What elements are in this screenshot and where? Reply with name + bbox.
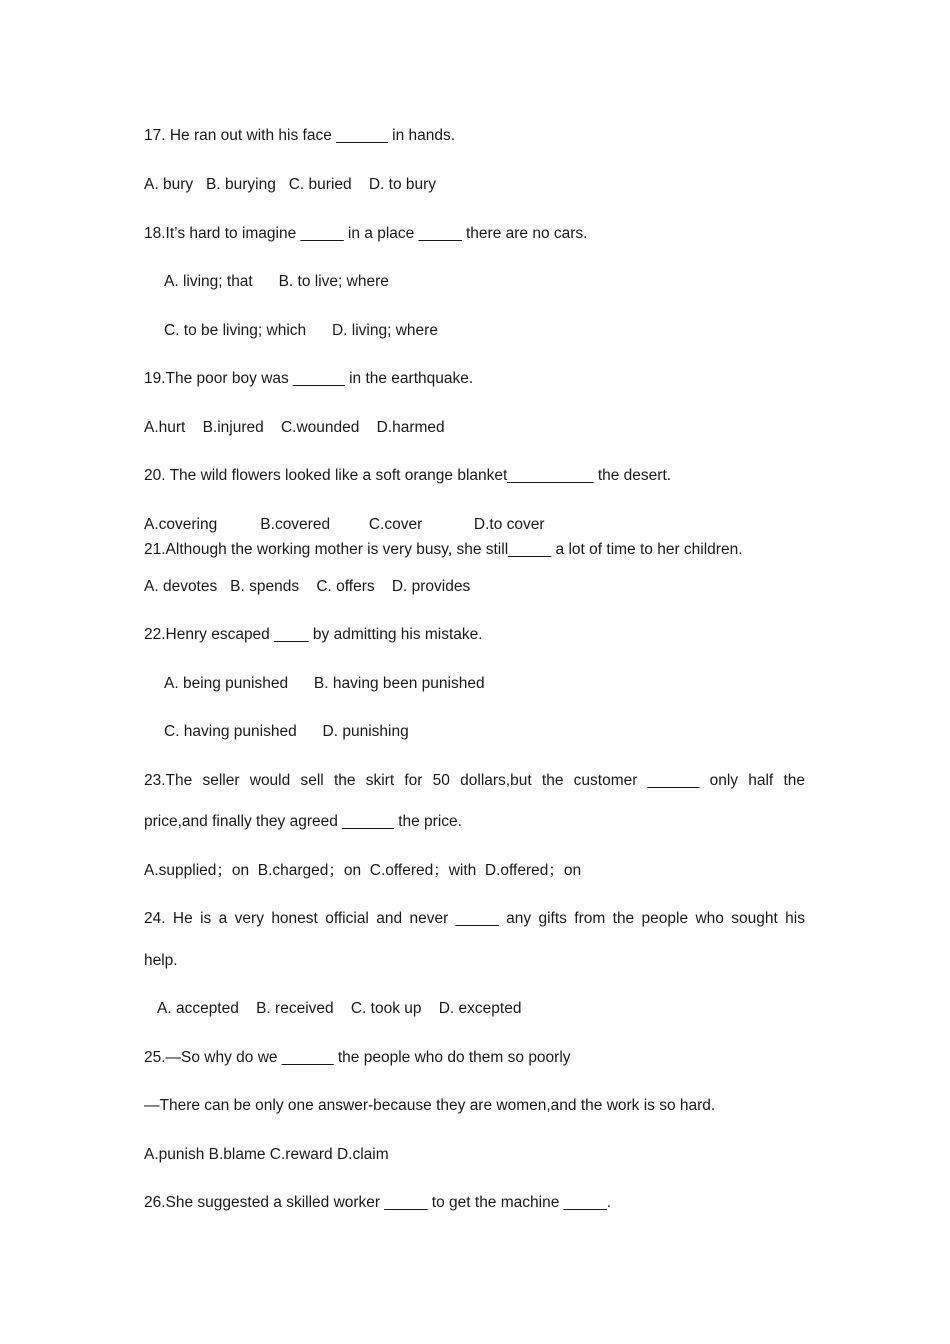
question-25-options: A.punish B.blame C.reward D.claim: [144, 1146, 389, 1163]
question-23-line-1: 23.The seller would sell the skirt for 50 dollars,but the customer ______ only half the: [144, 772, 805, 789]
question-25-answer-line: —There can be only one answer-because they are women,and the work is so hard.: [144, 1097, 716, 1114]
question-23-line-2: price,and finally they agreed ______ the price.: [144, 813, 462, 830]
question-24-line-1: 24. He is a very honest official and never _____ any gifts from the people who sought his: [144, 910, 805, 927]
question-20: 20. The wild flowers looked like a soft orange blanket__________ the desert.: [144, 467, 672, 484]
question-19: 19.The poor boy was ______ in the earthquake.: [144, 370, 474, 387]
question-23-options: A.supplied；on B.charged；on C.offered；with D.offered；on: [144, 862, 582, 879]
question-17-options: A. bury B. burying C. buried D. to bury: [144, 176, 437, 193]
question-24-options: A. accepted B. received C. took up D. excepted: [157, 1000, 522, 1017]
question-25: 25.—So why do we ______ the people who do them so poorly: [144, 1049, 571, 1066]
question-19-options: A.hurt B.injured C.wounded D.harmed: [144, 419, 445, 436]
question-22: 22.Henry escaped ____ by admitting his mistake.: [144, 626, 483, 643]
question-17: 17. He ran out with his face ______ in hands.: [144, 127, 456, 144]
question-20-options: A.covering B.covered C.cover D.to cover: [144, 516, 545, 533]
question-26: 26.She suggested a skilled worker _____ to get the machine _____.: [144, 1194, 612, 1211]
question-22-options-cd: C. having punished D. punishing: [164, 723, 409, 740]
question-21: 21.Although the working mother is very busy, she still_____ a lot of time to her children.: [144, 541, 743, 558]
question-18-options-ab: A. living; that B. to live; where: [164, 273, 389, 290]
question-21-options: A. devotes B. spends C. offers D. provides: [144, 578, 471, 595]
question-24-line-2: help.: [144, 952, 178, 969]
question-18: 18.It’s hard to imagine _____ in a place _____ there are no cars.: [144, 225, 588, 242]
question-18-options-cd: C. to be living; which D. living; where: [164, 322, 438, 339]
question-22-options-ab: A. being punished B. having been punished: [164, 675, 485, 692]
